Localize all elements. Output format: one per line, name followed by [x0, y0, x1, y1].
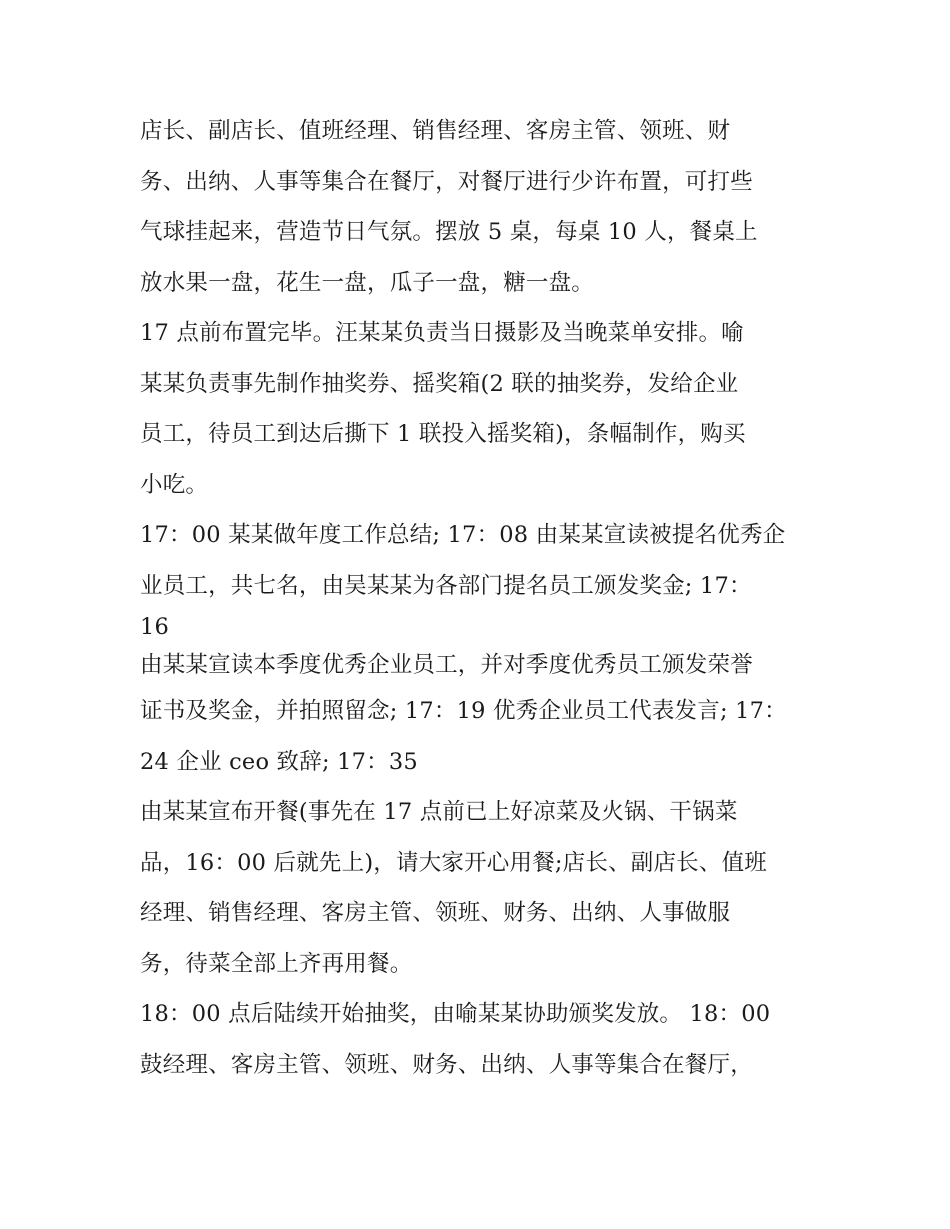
text-line: 小吃。: [140, 471, 209, 498]
text-line: 18：00 点后陆续开始抽奖，由喻某某协助颁奖发放。 18：00: [140, 1001, 771, 1027]
text-line: 17 点前布置完毕。汪某某负责当日摄影及当晚菜单安排。喻: [140, 320, 744, 346]
text-line: 业员工，共七名，由吴某某为各部门提名员工颁发奖金; 17：: [140, 572, 752, 599]
text-line: 17：00 某某做年度工作总结; 17：08 由某某宣读被提名优秀企: [140, 522, 786, 548]
text-line: 务、出纳、人事等集合在餐厅，对餐厅进行少许布置，可打些: [140, 168, 753, 195]
text-line: 由某某宣读本季度优秀企业员工，并对季度优秀员工颁发荣誉: [140, 652, 753, 678]
text-line: 店长、副店长、值班经理、销售经理、客房主管、领班、财: [140, 118, 731, 144]
text-line: 由某某宣布开餐(事先在 17 点前已上好凉菜及火锅、干锅菜: [140, 799, 738, 825]
text-line: 经理、销售经理、客房主管、领班、财务、出纳、人事做服: [140, 900, 731, 926]
text-line: 鼓经理、客房主管、领班、财务、出纳、人事等集合在餐厅，: [140, 1051, 753, 1078]
text-line: 放水果一盘，花生一盘，瓜子一盘，糖一盘。: [140, 269, 595, 296]
text-line: 16: [140, 614, 170, 640]
text-line: 24 企业 ceo 致辞; 17：35: [140, 748, 418, 775]
text-line: 员工，待员工到达后撕下 1 联投入摇奖箱)，条幅制作，购买: [140, 421, 746, 447]
text-line: 品，16：00 后就先上)，请大家开心用餐;店长、副店长、值班: [140, 849, 767, 876]
text-line: 某某负责事先制作抽奖券、摇奖箱(2 联的抽奖券，发给企业: [140, 370, 739, 397]
document-body: [140, 106, 820, 1090]
text-line: 气球挂起来，营造节日气氛。摆放 5 桌，每桌 10 人，餐桌上: [140, 219, 758, 245]
text-line: 证书及奖金，并拍照留念; 17：19 优秀企业员工代表发言; 17：: [140, 698, 787, 724]
text-line: 务，待菜全部上齐再用餐。: [140, 950, 413, 977]
